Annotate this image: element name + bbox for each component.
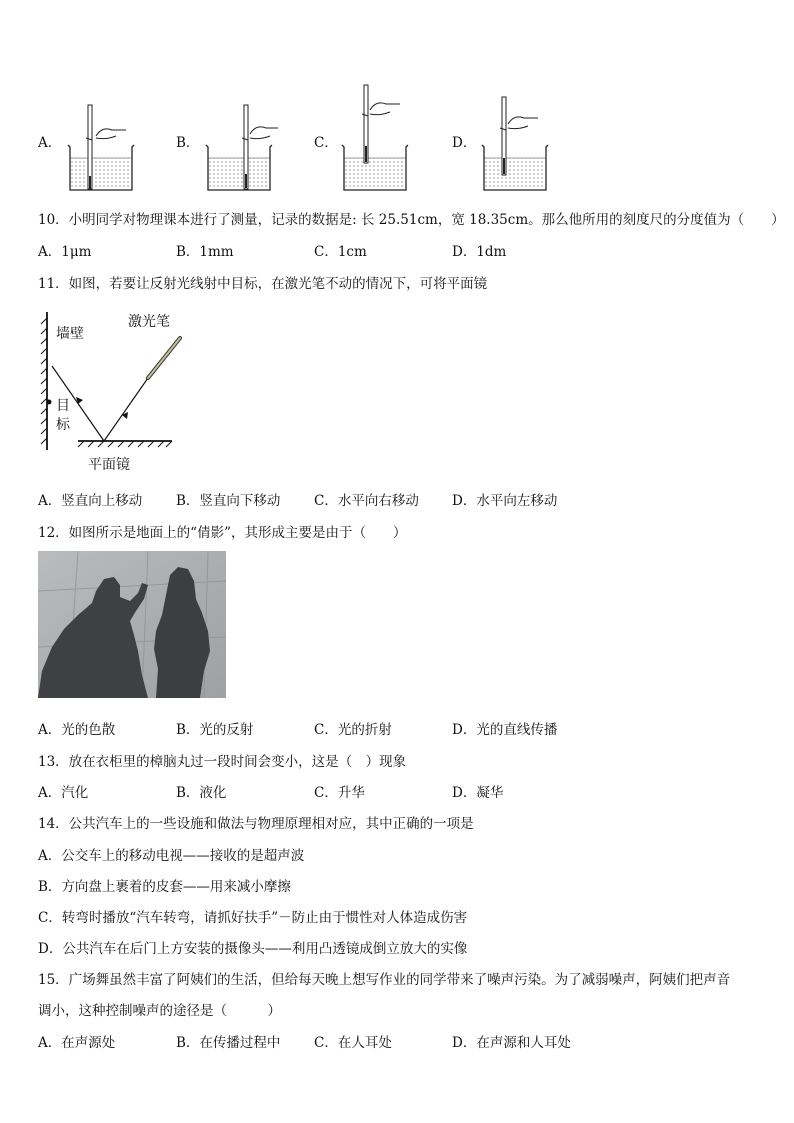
q12-option-c[interactable]: C．光的折射 <box>314 722 392 738</box>
q12-option-d[interactable]: D．光的直线传播 <box>452 722 558 738</box>
q15-option-b[interactable]: B．在传播过程中 <box>176 1035 281 1051</box>
q13-option-c[interactable]: C．升华 <box>314 785 365 801</box>
q13-options <box>38 781 758 801</box>
q9-figure-b <box>204 100 279 195</box>
mirror-label: 平面镜 <box>88 457 130 473</box>
q15-stem-line2: 调小，这种控制噪声的途径是（ ） <box>38 1003 281 1019</box>
q11-option-d[interactable]: D．水平向左移动 <box>452 493 558 509</box>
q10-option-d[interactable]: D．1dm <box>452 244 507 260</box>
q11-option-a[interactable]: A．竖直向上移动 <box>38 493 143 509</box>
q9-figure-d <box>480 92 555 195</box>
q14-option-c[interactable]: C．转弯时播放“汽车转弯，请抓好扶手”－防止由于惯性对人体造成伤害 <box>38 910 468 926</box>
q12-stem: 12．如图所示是地面上的“倩影”，其形成主要是由于（ ） <box>38 525 407 541</box>
q12-option-b[interactable]: B．光的反射 <box>176 722 254 738</box>
q15-options <box>38 1031 758 1051</box>
q10-options <box>38 240 758 260</box>
q9-option-a-label: A． <box>38 135 62 151</box>
q15-option-a[interactable]: A．在声源处 <box>38 1035 116 1051</box>
q9-option-c-label: C． <box>314 135 338 151</box>
q9-figure-c <box>340 80 415 195</box>
q14-stem: 14．公共汽车上的一些设施和做法与物理原理相对应，其中正确的一项是 <box>38 816 474 832</box>
q12-option-a[interactable]: A．光的色散 <box>38 722 116 738</box>
laser-label: 激光笔 <box>128 314 170 330</box>
q11-options <box>38 489 758 509</box>
q11-option-c[interactable]: C．水平向右移动 <box>314 493 419 509</box>
q10-stem: 10．小明同学对物理课本进行了测量，记录的数据是: 长 25.51cm，宽 18.35cm。那么他所用的刻度尺的分度值为（ ） <box>38 212 785 228</box>
q9-option-d-label: D． <box>452 135 477 151</box>
q11-stem: 11．如图，若要让反射光线射中目标，在激光笔不动的情况下，可将平面镜 <box>38 276 488 292</box>
target-label-2: 标 <box>56 417 70 433</box>
q14-option-b[interactable]: B．方向盘上裹着的皮套——用来减小摩擦 <box>38 879 291 895</box>
q15-stem-line1: 15．广场舞虽然丰富了阿姨们的生活，但给每天晚上想写作业的同学带来了噪声污染。为了减弱噪声，阿姨们把声音 <box>38 972 731 988</box>
q13-stem: 13．放在衣柜里的樟脑丸过一段时间会变小，这是（ ）现象 <box>38 754 407 770</box>
q10-option-a[interactable]: A．1μm <box>38 244 92 260</box>
q11-option-b[interactable]: B．竖直向下移动 <box>176 493 281 509</box>
q15-option-c[interactable]: C．在人耳处 <box>314 1035 392 1051</box>
q9-figure-a <box>66 100 136 195</box>
q15-option-d[interactable]: D．在声源和人耳处 <box>452 1035 571 1051</box>
q10-option-c[interactable]: C．1cm <box>314 244 367 260</box>
q10-option-b[interactable]: B．1mm <box>176 244 234 260</box>
q13-option-a[interactable]: A．汽化 <box>38 785 89 801</box>
q13-option-b[interactable]: B．液化 <box>176 785 227 801</box>
shadow-photo <box>38 551 226 698</box>
wall-label: 墙壁 <box>56 326 84 342</box>
q9-option-b-label: B． <box>176 135 200 151</box>
q13-option-d[interactable]: D．凝华 <box>452 785 504 801</box>
q14-option-a[interactable]: A．公交车上的移动电视——接收的是超声波 <box>38 848 305 864</box>
target-label-1: 目 <box>56 398 70 414</box>
q14-option-d[interactable]: D．公共汽车在后门上方安装的摄像头——利用凸透镜成倒立放大的实像 <box>38 941 468 957</box>
q12-options <box>38 718 758 738</box>
